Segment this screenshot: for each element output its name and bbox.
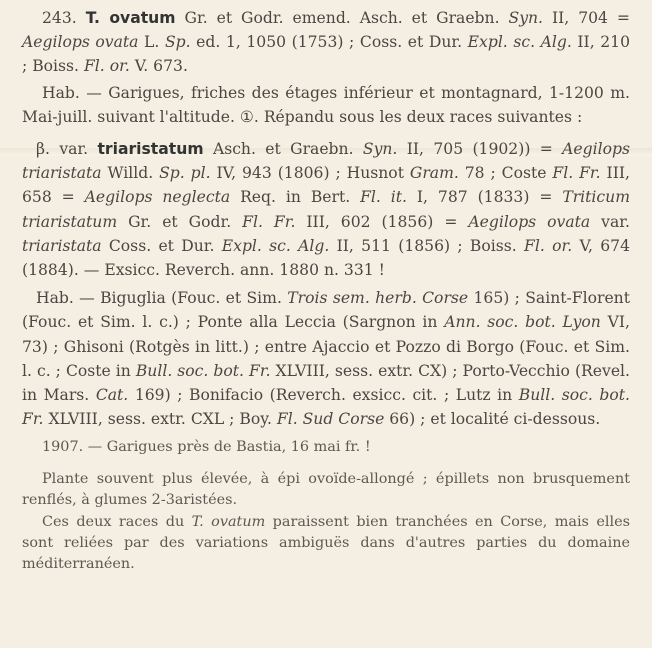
collection-record: 1907. — Garigues près de Bastia, 16 mai fr. ! bbox=[42, 439, 371, 456]
species-entry: 243. T. ovatum Gr. et Godr. emend. Asch. et Graebn. Syn. II, 704 = Aegilops ovata L. Sp. ed. 1, 1050 (1753) ; Coss. et Dur. Expl. sc. Alg. II, 210 ; Boiss. Fl. or. V. 673. bbox=[22, 9, 631, 76]
species-name: T. ovatum bbox=[85, 9, 176, 27]
variety-entry: β. var. triaristatum Asch. et Graebn. Syn. II, 705 (1902)) = Aegilops triaristata Willd. Sp. pl. IV, 943 (1806) ; Husnot Gram. 78 ; Coste Fl. Fr. III, 658 = Aegilops neglecta Req. in Bert. Fl. it. I, 787 (1833) = Triticum triaristatum Gr. et Godr. Fl. Fr. III, 602 (1856) = Aegilops ovata var. triaristata Coss. et Dur. Expl. sc. Alg. II, 511 (1856) ; Boiss. Fl. or. V, 674 (1884). — Exsicc. Reverch. ann. 1880 n. 331 ! bbox=[22, 140, 630, 280]
note-description: Plante souvent plus élevée, à épi ovoïde-allongé ; épillets non brusquement renflés, à glumes 2-3aristées. bbox=[22, 470, 630, 509]
entry-number: 243. bbox=[42, 9, 77, 27]
species-habitat: Hab. — Garigues, friches des étages inférieur et montagnard, 1-1200 m. Mai-juill. suivant l'altitude. ①. Répandu sous les deux races suivantes : bbox=[22, 83, 630, 126]
note-races: Ces deux races du T. ovatum paraissent bien tranchées en Corse, mais elles sont reliées par des variations ambiguës dans d'autres parties du domaine méditerranéen. bbox=[22, 513, 630, 573]
variety-habitat: Hab. — Biguglia (Fouc. et Sim. Trois sem. herb. Corse 165) ; Saint-Florent (Fouc. et Sim. l. c.) ; Ponte alla Leccia (Sargnon in Ann. soc. bot. Lyon VI, 73) ; Ghisoni (Rotgès in litt.) ; entre Ajaccio et Pozzo di Borgo (Fouc. et Sim. l. c. ; Coste in Bull. soc. bot. Fr. XLVIII, sess. extr. CX) ; Porto-Vecchio (Revel. in Mars. Cat. 169) ; Bonifacio (Reverch. exsicc. cit. ; Lutz in Bull. soc. bot. Fr. XLVIII, sess. extr. CXL ; Boy. Fl. Sud Corse 66) ; et localité ci-dessous. bbox=[22, 289, 630, 429]
variety-name: triaristatum bbox=[97, 140, 204, 159]
